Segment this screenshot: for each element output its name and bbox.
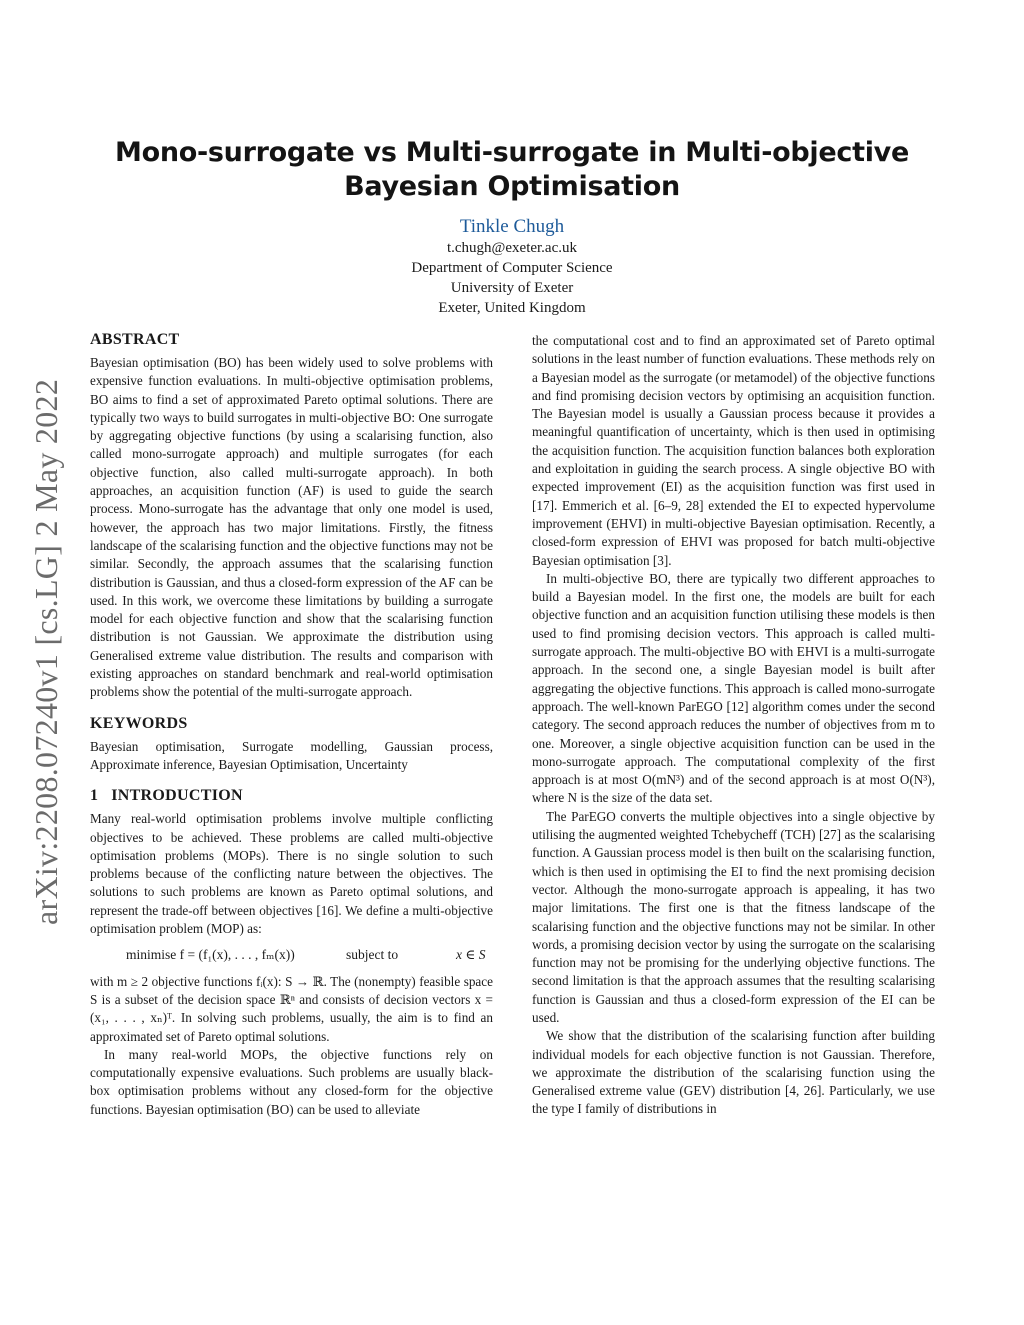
left-column [90,330,493,1119]
mop-equation [90,946,493,964]
author-university: University of Exeter [450,280,574,296]
author-name[interactable]: Tinkle Chugh [459,216,565,237]
paper-title: Mono-surrogate vs Multi-surrogate in Multi-objective Bayesian Optimisation [115,137,909,202]
equation-objective: minimise f = (f₁(x), . . . , fₘ(x)) [126,947,295,963]
right-column [532,332,935,1119]
author-email: t.chugh@exeter.ac.uk [446,240,577,256]
author-location: Exeter, United Kingdom [438,300,586,316]
right-paragraph-1: the computational cost and to find an approximated set of Pareto optimal solutions in the least number of function evaluations. These methods rely on a Bayesian model as the surrogate (or metamodel) of the objective functions and find promising decision vectors by optimising an acquisition function. The Bayesian model is usually a Gaussian process because it provides a meaningful quantification of uncertainty, which is then used in optimising the acquisition function. The acquisition function balances both exploration and exploitation in guiding the search process. A single objective BO with expected improvement (EI) as the acquisition function was first used in [17]. Emmerich et al. [6–9, 28] extended the EI to expected hypervolume improvement (EHVI) in multi-objective Bayesian optimisation. Recently, a closed-form expression of EHVI was proposed for batch multi-objective Bayesian optimisation [3]. [532,333,935,568]
intro-paragraph-2: with m ≥ 2 objective functions fᵢ(x): S → ℝ. The (nonempty) feasible space S is a subset of the decision space ℝⁿ and consists of decision vectors x = (x₁, . . . , xₙ)ᵀ. In solving such problems, usually, the aim is to find an approximated set of Pareto optimal solutions. [90,973,493,1044]
arxiv-stamp: arXiv:2208.07240v1 [cs.LG] 2 May 2022 [28,378,64,925]
keywords-text: Bayesian optimisation, Surrogate modelling, Gaussian process, Approximate inference, Bayesian Optimisation, Uncertainty [90,738,493,772]
intro-paragraph-3: In many real-world MOPs, the objective functions rely on computationally expensive evaluations. Such problems are usually black-box optimisation problems without any closed-form for the objective functions. Bayesian optimisation (BO) can be used to alleviate [90,1046,493,1117]
introduction-heading: 1 INTRODUCTION [90,787,243,805]
equation-constraint: x ∈ S [456,947,486,963]
abstract-text: Bayesian optimisation (BO) has been widely used to solve problems with expensive function evaluations. In multi-objective optimisation problems, BO aims to find a set of approximated Pareto optimal solutions. There are typically two ways to build surrogates in multi-objective BO: One surrogate by aggregating objective functions (by using a scalarising function, also called mono-surrogate approach) and multiple surrogates (for each objective function, also called multi-surrogate approach). In both approaches, an acquisition function (AF) is used to guide the search process. Mono-surrogate has the advantage that only one model is used, however, the approach has two major limitations. Firstly, the fitness landscape of the scalarising function and the objective functions may not be similar. Secondly, the approach assumes that the scalarising function distribution is Gaussian, and thus a closed-form expression of the AF can be used. In this work, we overcome these limitations by building a surrogate model for each objective function and show that the scalarising function distribution is not Gaussian. We approximate the distribution using Generalised extreme value distribution. The results and comparison with existing approaches on standard benchmark and real-world optimisation problems show the potential of the multi-surrogate approach. [90,355,493,700]
right-paragraph-2: In multi-objective BO, there are typically two different approaches to build a Bayesian model. In the first one, the models are built for each objective function and an acquisition function utilising these models is then used to find promising decision vectors. This approach is called multi-surrogate approach. The multi-objective BO with EHVI is a multi-surrogate approach. In the second one, a single Bayesian model is built after aggregating the objective functions. This approach is called mono-surrogate approach. The well-known ParEGO [12] algorithm comes under the second category. The second approach reduces the number of objectives from m to one. Moreover, a single objective acquisition function can be used in the mono-surrogate approach. The computational complexity of the first approach is at most O(mN³) and of the second approach is at most O(N³), where N is the size of the data set. [532,570,935,806]
author-block [212,216,812,318]
equation-subject-to: subject to [346,947,399,963]
right-paragraph-4: We show that the distribution of the scalarising function after building individual models for each objective function is not Gaussian. Therefore, we approximate the distribution of the scalarising function using the Generalised extreme value (GEV) distribution [4, 26]. Particularly, we use the type I family of distributions in [532,1028,935,1117]
abstract-heading: ABSTRACT [90,331,180,348]
intro-paragraph-1: Many real-world optimisation problems involve multiple conflicting objectives to be achieved. These problems are called multi-objective optimisation problems (MOPs). There is no single solution to such problems because of the conflicting nature between the objectives. The solutions to such problems are known as Pareto optimal solutions, and represent the trade-off between objectives [16]. We define a multi-objective optimisation problem (MOP) as: [90,811,493,937]
author-department: Department of Computer Science [411,260,613,276]
right-paragraph-3: The ParEGO converts the multiple objectives into a single objective by utilising the augmented weighted Tchebycheff (TCH) [27] as the scalarising function. A Gaussian process model is then built on the scalarising function, which is then used in optimising the EI to find the next promising decision vector. Although the mono-surrogate approach is appealing, it has two major limitations. The first one is that the fitness landscape of the scalarising function and the objective functions may not be similar. In other words, a promising decision vector by using the surrogate on the scalarising function may not be promising for the underlying objective functions. The second limitation is that the approach assumes that the resulting scalarising function is Gaussian and thus a closed-form expression of the EI can be used. [532,808,935,1025]
keywords-heading: KEYWORDS [90,714,188,732]
